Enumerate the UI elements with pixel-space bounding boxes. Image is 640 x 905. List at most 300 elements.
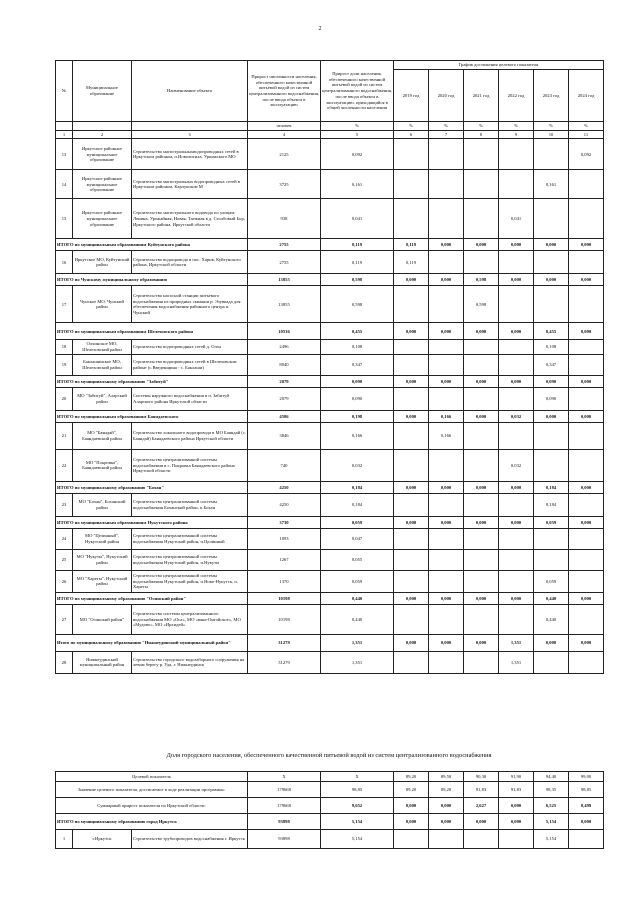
subtotal-label: ИТОГО по муниципальным образованиям Шелеховского района bbox=[56, 323, 248, 340]
row-year-value bbox=[569, 449, 604, 481]
subtotal-year-value: 0,090 bbox=[534, 375, 569, 387]
table-row bbox=[56, 604, 604, 634]
table-row bbox=[56, 549, 604, 570]
table-row bbox=[56, 199, 604, 239]
sum-pop: 179668 bbox=[248, 798, 321, 814]
row-population: 2496 bbox=[248, 340, 321, 354]
row-year-value bbox=[569, 570, 604, 592]
row-year-value bbox=[429, 604, 464, 634]
unit-cell: % bbox=[464, 122, 499, 131]
table-header-row bbox=[56, 61, 604, 70]
subtotal-year-value: 0,000 bbox=[429, 481, 464, 493]
irkutsk-row-mo: г.Иркутск bbox=[73, 830, 132, 849]
row-number: 28 bbox=[56, 651, 73, 673]
row-year-value bbox=[534, 549, 569, 570]
sum-year: 0,000 bbox=[499, 798, 534, 814]
row-year-value bbox=[499, 139, 534, 170]
subtotal-year-value: 0,000 bbox=[394, 274, 429, 286]
main-table bbox=[55, 60, 604, 674]
row-year-value bbox=[394, 286, 429, 323]
sum-label: Суммарный прирост показателя по Иркутской области: bbox=[56, 798, 248, 814]
subtotal-year-value: 0,000 bbox=[394, 516, 429, 528]
row-year-value bbox=[394, 528, 429, 549]
row-share: 0,032 bbox=[321, 449, 394, 481]
row-municipality: МО "Баяндай", Баяндаевский район bbox=[73, 422, 132, 449]
row-year-value: 0,032 bbox=[499, 449, 534, 481]
unit-cell: % bbox=[429, 122, 464, 131]
subtotal-share: 0,090 bbox=[321, 375, 394, 387]
row-year-value bbox=[534, 286, 569, 323]
row-share: 1,351 bbox=[321, 651, 394, 673]
target-year: 90,30 bbox=[464, 772, 499, 782]
subtotal-pop: 13855 bbox=[248, 274, 321, 286]
subtotal-year-value: 0,000 bbox=[534, 634, 569, 651]
subtotal-year-value: 0,000 bbox=[464, 592, 499, 604]
unit-cell: % bbox=[321, 122, 394, 131]
row-population: 31279 bbox=[248, 651, 321, 673]
table-row bbox=[56, 570, 604, 592]
row-year-value bbox=[429, 340, 464, 354]
reached-label: Значение целевого показателя, достигаемое в ходе реализации программы: bbox=[56, 782, 248, 798]
table-row bbox=[56, 387, 604, 410]
row-year-value: 1,351 bbox=[499, 651, 534, 673]
subtotal-year-value: 0,000 bbox=[464, 239, 499, 251]
row-year-value bbox=[534, 651, 569, 673]
subtotal-row bbox=[56, 516, 604, 528]
subtotal-share: 0,440 bbox=[321, 592, 394, 604]
row-municipality: МО "Целинный", Нукутский район bbox=[73, 528, 132, 549]
subtotal-pop: 4586 bbox=[248, 410, 321, 422]
row-population: 3846 bbox=[248, 422, 321, 449]
subtotal-year-value: 0,000 bbox=[499, 375, 534, 387]
subtotal-year-value: 0,000 bbox=[499, 592, 534, 604]
row-year-value bbox=[394, 422, 429, 449]
subtotal-share: 0,059 bbox=[321, 516, 394, 528]
subtotal-pop: 31279 bbox=[248, 634, 321, 651]
row-year-value bbox=[534, 199, 569, 239]
target-pop: X bbox=[248, 772, 321, 782]
row-year-value bbox=[394, 651, 429, 673]
row-share: 0,059 bbox=[321, 570, 394, 592]
row-year-value bbox=[464, 199, 499, 239]
row-object: Строительство централизованной системы водоснабжения Нукутский район, п.Нукуты bbox=[132, 549, 248, 570]
subtotal-year-value: 0,000 bbox=[464, 516, 499, 528]
header-mo: Муниципальное образование bbox=[73, 61, 132, 122]
row-share: 0,119 bbox=[321, 251, 394, 274]
row-municipality: Иркутское районное муниципальное образование bbox=[73, 170, 132, 199]
unit-cell bbox=[56, 122, 73, 131]
subtotal-row bbox=[56, 375, 604, 387]
row-year-value bbox=[569, 354, 604, 375]
subtotal-year-value: 0,166 bbox=[429, 410, 464, 422]
row-year-value: 0,184 bbox=[534, 493, 569, 516]
subtotal-year-value: 0,000 bbox=[394, 592, 429, 604]
irkutsk-row-year: 5,154 bbox=[534, 830, 569, 849]
row-municipality: Иркутское районное муниципальное образование bbox=[73, 139, 132, 170]
subtotal-year-value: 0,000 bbox=[429, 323, 464, 340]
subtotal-year-value: 0,000 bbox=[394, 481, 429, 493]
summary-table bbox=[55, 771, 604, 849]
col-number: 5 bbox=[321, 130, 394, 139]
row-year-value bbox=[569, 422, 604, 449]
col-number: 4 bbox=[248, 130, 321, 139]
row-year-value bbox=[499, 286, 534, 323]
row-year-value bbox=[394, 387, 429, 410]
row-year-value bbox=[429, 570, 464, 592]
row-year-value: 0,092 bbox=[569, 139, 604, 170]
subtotal-year-value: 0,455 bbox=[534, 323, 569, 340]
row-object: Строительство централизованной системы водоснабжения Нукутский район, п.Целинный bbox=[132, 528, 248, 549]
irkutsk-total-pop: 93898 bbox=[248, 814, 321, 830]
row-municipality: Олхинское МО, Шелеховский район bbox=[73, 340, 132, 354]
row-number: 23 bbox=[56, 493, 73, 516]
subtotal-year-value: 0,000 bbox=[394, 634, 429, 651]
row-municipality: Баклашинское МО, Шелеховский район bbox=[73, 354, 132, 375]
subtotal-label: ИТОГО по муниципальному образованию "Бохан" bbox=[56, 481, 248, 493]
row-population: 3725 bbox=[248, 170, 321, 199]
subtotal-share: 1,351 bbox=[321, 634, 394, 651]
irkutsk-row-share: 5,154 bbox=[321, 830, 394, 849]
subtotal-year-value: 0,598 bbox=[464, 274, 499, 286]
subtotal-year-value: 0,440 bbox=[534, 592, 569, 604]
subtotal-label: ИТОГО по муниципальным образованиям Нукутского района bbox=[56, 516, 248, 528]
row-number: 15 bbox=[56, 199, 73, 239]
reached-year: 89,20 bbox=[394, 782, 429, 798]
row-population: 1370 bbox=[248, 570, 321, 592]
row-municipality: Иркутское МО, Куйтунский район bbox=[73, 251, 132, 274]
row-object: Системы наружного водоснабжения в п. Забитуй Аларского района Иркутской области bbox=[132, 387, 248, 410]
header-schedule: График достижения целевого показателя bbox=[394, 61, 604, 70]
row-year-value: 0,598 bbox=[464, 286, 499, 323]
irkutsk-total-year: 0,000 bbox=[569, 814, 604, 830]
header-no: № bbox=[56, 61, 73, 122]
row-year-value bbox=[569, 528, 604, 549]
row-year-value bbox=[499, 604, 534, 634]
irkutsk-total-label: ИТОГО по муниципальному образованию город Иркутск bbox=[56, 814, 248, 830]
row-year-value bbox=[464, 549, 499, 570]
header-object: Наименование объекта bbox=[132, 61, 248, 122]
row-population: 10198 bbox=[248, 604, 321, 634]
row-number: 21 bbox=[56, 422, 73, 449]
row-year-value bbox=[429, 387, 464, 410]
subtotal-year-value: 0,000 bbox=[429, 274, 464, 286]
subtotal-row bbox=[56, 239, 604, 251]
row-object: Строительство водопроводных сетей в Шелеховском районе (с.Введенщина - с. Баклаши) bbox=[132, 354, 248, 375]
col-number: 3 bbox=[132, 130, 248, 139]
row-year-value bbox=[464, 251, 499, 274]
unit-cell bbox=[132, 122, 248, 131]
row-population: 2079 bbox=[248, 387, 321, 410]
subtotal-row bbox=[56, 481, 604, 493]
target-year: 99,00 bbox=[569, 772, 604, 782]
row-share: 0,090 bbox=[321, 387, 394, 410]
subtotal-year-value: 0,119 bbox=[394, 239, 429, 251]
row-year-value bbox=[464, 528, 499, 549]
row-year-value bbox=[534, 422, 569, 449]
row-object: Строительство магистральных водопроводных сетей в Иркутском районом, Карлукском М bbox=[132, 170, 248, 199]
row-population: 1267 bbox=[248, 549, 321, 570]
page-number: 2 bbox=[318, 26, 322, 32]
row-year-value bbox=[569, 387, 604, 410]
subtotal-year-value: 0,000 bbox=[569, 516, 604, 528]
col-number: 9 bbox=[499, 130, 534, 139]
col-number: 8 bbox=[464, 130, 499, 139]
subtotal-year-value: 0,000 bbox=[429, 592, 464, 604]
subtotal-year-value: 0,000 bbox=[569, 375, 604, 387]
irkutsk-row bbox=[56, 830, 604, 849]
irkutsk-row-no: 1 bbox=[56, 830, 73, 849]
units-row bbox=[56, 122, 604, 131]
row-year-value bbox=[499, 549, 534, 570]
row-share: 0,092 bbox=[321, 139, 394, 170]
row-share: 0,161 bbox=[321, 170, 394, 199]
reached-year: 89,20 bbox=[429, 782, 464, 798]
header-year: 2019 год bbox=[394, 70, 429, 122]
row-number: 18 bbox=[56, 340, 73, 354]
table-row bbox=[56, 340, 604, 354]
subtotal-year-value: 0,000 bbox=[569, 481, 604, 493]
row-year-value bbox=[464, 170, 499, 199]
reached-year: 98,85 bbox=[569, 782, 604, 798]
sum-year: 0,000 bbox=[394, 798, 429, 814]
subtotal-pop: 2079 bbox=[248, 375, 321, 387]
subtotal-year-value: 0,000 bbox=[429, 239, 464, 251]
target-year: 89,50 bbox=[429, 772, 464, 782]
row-year-value bbox=[429, 354, 464, 375]
irkutsk-row-year bbox=[464, 830, 499, 849]
subtotal-label: ИТОГО по муниципальному образованию "Осинский район" bbox=[56, 592, 248, 604]
col-number: 7 bbox=[429, 130, 464, 139]
sum-row bbox=[56, 798, 604, 814]
row-year-value bbox=[499, 422, 534, 449]
row-year-value bbox=[429, 199, 464, 239]
row-year-value bbox=[569, 170, 604, 199]
irkutsk-row-object: Строительство трубопроводов водоснабжения г. Иркутск bbox=[132, 830, 248, 849]
subtotal-year-value: 0,000 bbox=[534, 239, 569, 251]
row-number: 19 bbox=[56, 354, 73, 375]
target-row bbox=[56, 772, 604, 782]
row-object: Строительство системы централизованного водоснабжения МО «Оса», МО «вана-Онгойское», МО «Мудово», МО «Ирхидей» bbox=[132, 604, 248, 634]
col-number: 1 bbox=[56, 130, 73, 139]
irkutsk-row-year bbox=[394, 830, 429, 849]
subtotal-share: 0,119 bbox=[321, 239, 394, 251]
table-row bbox=[56, 449, 604, 481]
row-share: 0,041 bbox=[321, 199, 394, 239]
row-year-value bbox=[569, 286, 604, 323]
irkutsk-row-year bbox=[429, 830, 464, 849]
subtotal-year-value: 0,000 bbox=[569, 274, 604, 286]
row-municipality: Чунское МО, Чунский район bbox=[73, 286, 132, 323]
row-year-value bbox=[464, 449, 499, 481]
table-row bbox=[56, 651, 604, 673]
subtotal-year-value: 0,000 bbox=[534, 274, 569, 286]
row-population: 938 bbox=[248, 199, 321, 239]
target-year: 89,20 bbox=[394, 772, 429, 782]
table-row bbox=[56, 493, 604, 516]
subtotal-year-value: 0,000 bbox=[464, 410, 499, 422]
unit-cell: % bbox=[569, 122, 604, 131]
row-year-value: 0,090 bbox=[534, 387, 569, 410]
row-municipality: Нижнеудинский муниципальный район bbox=[73, 651, 132, 673]
row-number: 14 bbox=[56, 170, 73, 199]
unit-cell: % bbox=[534, 122, 569, 131]
subtotal-pop: 10198 bbox=[248, 592, 321, 604]
irkutsk-total-year: 5,154 bbox=[534, 814, 569, 830]
row-year-value bbox=[464, 570, 499, 592]
row-number: 26 bbox=[56, 570, 73, 592]
subtotal-year-value: 0,000 bbox=[464, 323, 499, 340]
row-year-value bbox=[429, 651, 464, 673]
subtotal-row bbox=[56, 323, 604, 340]
header-year: 2021 год bbox=[464, 70, 499, 122]
row-year-value bbox=[464, 604, 499, 634]
row-number: 17 bbox=[56, 286, 73, 323]
row-year-value bbox=[569, 493, 604, 516]
row-year-value bbox=[464, 387, 499, 410]
row-year-value bbox=[429, 493, 464, 516]
row-population: 13855 bbox=[248, 286, 321, 323]
subtotal-year-value: 0,000 bbox=[464, 634, 499, 651]
row-year-value bbox=[394, 139, 429, 170]
row-year-value bbox=[534, 528, 569, 549]
table-row bbox=[56, 528, 604, 549]
target-label: Целевой показатель bbox=[56, 772, 248, 782]
row-year-value bbox=[464, 354, 499, 375]
table-row bbox=[56, 422, 604, 449]
subtotal-row bbox=[56, 410, 604, 422]
row-object: Строительство насосной станции питьевого водоснабжения из природных скважин р. Эзувкада для обеспечения водоснабжения районного центра п. Чунский bbox=[132, 286, 248, 323]
irkutsk-row-year bbox=[569, 830, 604, 849]
subtotal-year-value: 0,032 bbox=[499, 410, 534, 422]
subtotal-share: 0,598 bbox=[321, 274, 394, 286]
row-year-value: 0,041 bbox=[499, 199, 534, 239]
subtotal-label: ИТОГО по муниципальному образованию "Забитуй" bbox=[56, 375, 248, 387]
row-year-value: 0,161 bbox=[534, 170, 569, 199]
unit-cell: % bbox=[394, 122, 429, 131]
row-number: 16 bbox=[56, 251, 73, 274]
subtotal-year-value: 0,000 bbox=[499, 323, 534, 340]
subtotal-row bbox=[56, 634, 604, 651]
row-share: 0,184 bbox=[321, 493, 394, 516]
irkutsk-row-year bbox=[499, 830, 534, 849]
subtotal-year-value: 0,000 bbox=[569, 410, 604, 422]
subtotal-share: 0,455 bbox=[321, 323, 394, 340]
subtotal-share: 0,184 bbox=[321, 481, 394, 493]
row-year-value bbox=[394, 493, 429, 516]
header-year: 2020 год bbox=[429, 70, 464, 122]
row-year-value bbox=[394, 570, 429, 592]
row-year-value bbox=[394, 199, 429, 239]
target-year: 91,90 bbox=[499, 772, 534, 782]
irkutsk-total-row bbox=[56, 814, 604, 830]
row-year-value bbox=[499, 528, 534, 549]
target-share: X bbox=[321, 772, 394, 782]
row-object: Строительство централизованной системы водоснабжения Боханский район, п.Бохан bbox=[132, 493, 248, 516]
subtotal-year-value: 0,000 bbox=[394, 375, 429, 387]
subtotal-year-value: 0,000 bbox=[534, 410, 569, 422]
subtotal-year-value: 0,000 bbox=[569, 323, 604, 340]
sum-share: 9,652 bbox=[321, 798, 394, 814]
row-year-value: 0,119 bbox=[394, 251, 429, 274]
row-municipality: МО "Бохан", Боханский район bbox=[73, 493, 132, 516]
row-year-value bbox=[499, 493, 534, 516]
row-year-value bbox=[569, 251, 604, 274]
row-year-value bbox=[499, 570, 534, 592]
subtotal-pop: 2755 bbox=[248, 239, 321, 251]
row-year-value bbox=[569, 651, 604, 673]
section-title: Доля городского населения, обеспеченного качественной питьевой водой из систем централизованного водоснабжения bbox=[166, 752, 492, 759]
table-row bbox=[56, 139, 604, 170]
row-share: 0,108 bbox=[321, 340, 394, 354]
sum-year: 2,627 bbox=[464, 798, 499, 814]
reached-share: 98,85 bbox=[321, 782, 394, 798]
row-year-value bbox=[394, 354, 429, 375]
row-year-value bbox=[569, 340, 604, 354]
sum-year: 6,525 bbox=[534, 798, 569, 814]
row-object: Строительство городского водозаборного сооружения на левом берегу р. Уда, г. Нижнеудинск bbox=[132, 651, 248, 673]
row-year-value bbox=[464, 139, 499, 170]
row-number: 25 bbox=[56, 549, 73, 570]
table-row bbox=[56, 251, 604, 274]
row-population: 2755 bbox=[248, 251, 321, 274]
row-municipality: Иркутское районное муниципальное образование bbox=[73, 199, 132, 239]
subtotal-year-value: 1,351 bbox=[499, 634, 534, 651]
col-number: 6 bbox=[394, 130, 429, 139]
row-share: 0,047 bbox=[321, 528, 394, 549]
header-year: 2022 год bbox=[499, 70, 534, 122]
header-year: 2023 год bbox=[534, 70, 569, 122]
subtotal-row bbox=[56, 274, 604, 286]
row-year-value bbox=[499, 170, 534, 199]
subtotal-year-value: 0,000 bbox=[429, 516, 464, 528]
row-year-value bbox=[429, 286, 464, 323]
subtotal-year-value: 0,000 bbox=[569, 239, 604, 251]
row-year-value bbox=[429, 139, 464, 170]
sum-year: 0,499 bbox=[569, 798, 604, 814]
row-year-value: 0,347 bbox=[534, 354, 569, 375]
row-year-value bbox=[499, 340, 534, 354]
table-row bbox=[56, 170, 604, 199]
irkutsk-total-year: 0,000 bbox=[429, 814, 464, 830]
sum-year: 0,000 bbox=[429, 798, 464, 814]
irkutsk-total-year: 0,000 bbox=[394, 814, 429, 830]
irkutsk-total-year: 0,000 bbox=[464, 814, 499, 830]
row-year-value bbox=[429, 170, 464, 199]
row-year-value bbox=[464, 422, 499, 449]
irkutsk-total-year: 0,000 bbox=[499, 814, 534, 830]
row-year-value bbox=[394, 449, 429, 481]
unit-cell: человек bbox=[248, 122, 321, 131]
row-share: 0,598 bbox=[321, 286, 394, 323]
row-object: Строительство магистральныхводопроводных сетей в Иркутском районом, п.Новолисиха, Уршакского МО bbox=[132, 139, 248, 170]
unit-cell: % bbox=[499, 122, 534, 131]
row-year-value: 0,059 bbox=[534, 570, 569, 592]
header-year: 2024 год bbox=[569, 70, 604, 122]
row-year-value bbox=[499, 251, 534, 274]
subtotal-year-value: 0,000 bbox=[499, 274, 534, 286]
row-population: 740 bbox=[248, 449, 321, 481]
subtotal-year-value: 0,000 bbox=[394, 323, 429, 340]
row-population: 1093 bbox=[248, 528, 321, 549]
row-year-value bbox=[394, 604, 429, 634]
subtotal-share: 0,198 bbox=[321, 410, 394, 422]
row-year-value bbox=[464, 493, 499, 516]
row-municipality: МО "Хареты", Нукутский район bbox=[73, 570, 132, 592]
row-number: 22 bbox=[56, 449, 73, 481]
subtotal-year-value: 0,000 bbox=[429, 634, 464, 651]
row-year-value bbox=[534, 251, 569, 274]
row-year-value bbox=[429, 528, 464, 549]
